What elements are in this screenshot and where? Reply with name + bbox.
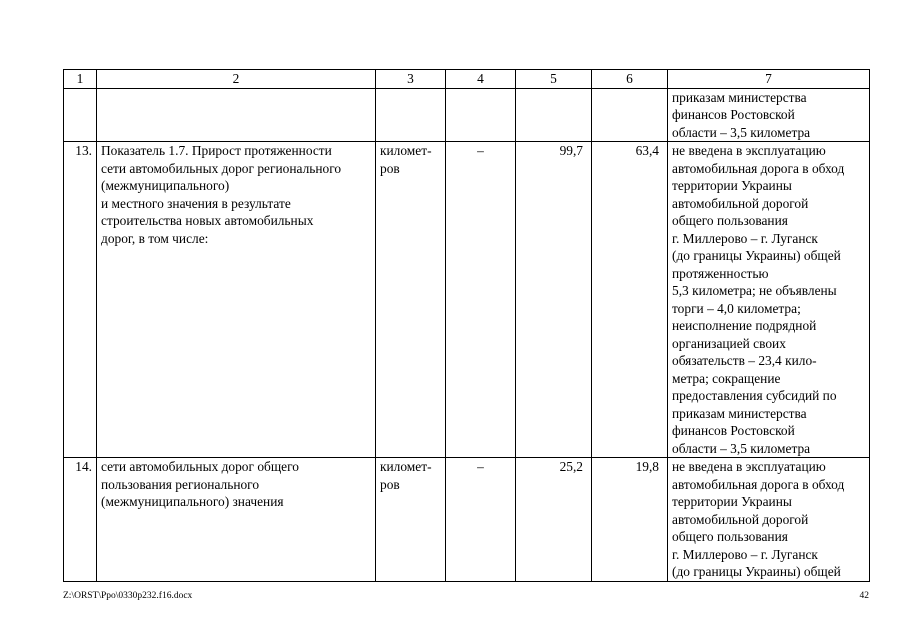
text-line: ров bbox=[380, 160, 400, 176]
text-line: 5,3 километра; не объявлены bbox=[672, 283, 837, 298]
header-cell-4: 4 bbox=[446, 70, 516, 89]
header-cell-5: 5 bbox=[516, 70, 592, 89]
text-line: предоставления субсидий по bbox=[672, 388, 837, 403]
plan-value: 99,7 bbox=[516, 142, 592, 458]
text-line: метра; сокращение bbox=[672, 370, 781, 386]
text-line: приказам министерства bbox=[672, 89, 807, 105]
text-line: сети автомобильных дорог регионального bbox=[101, 160, 342, 176]
header-cell-6: 6 bbox=[592, 70, 668, 89]
text-line: территории Украины bbox=[672, 178, 792, 193]
indicator-name bbox=[97, 142, 376, 458]
text-line: области – 3,5 километра bbox=[672, 440, 811, 456]
continuation-note bbox=[668, 88, 870, 142]
text-line: километ- bbox=[380, 459, 432, 474]
text-line: строительства новых автомобильных bbox=[101, 213, 314, 228]
text-line: организацией своих bbox=[672, 335, 786, 351]
text-line: сети автомобильных дорог общего bbox=[101, 459, 299, 474]
row-number: 14. bbox=[64, 458, 97, 582]
col4-cell: – bbox=[446, 458, 516, 582]
text-line: километ- bbox=[380, 143, 432, 158]
text-line: не введена в эксплуатацию bbox=[672, 459, 826, 474]
text-line: автомобильной дорогой bbox=[672, 511, 809, 527]
text-line: ров bbox=[380, 476, 400, 492]
plan-value: 25,2 bbox=[516, 458, 592, 582]
unit-cell bbox=[376, 458, 446, 582]
data-table bbox=[63, 69, 870, 582]
text-line: (межмуниципального) значения bbox=[101, 494, 284, 509]
header-cell-7: 7 bbox=[668, 70, 870, 89]
text-line: (межмуниципального) bbox=[101, 178, 230, 193]
actual-value: 63,4 bbox=[592, 142, 668, 458]
text-line: области – 3,5 километра bbox=[672, 124, 811, 140]
text-line: дорог, в том числе: bbox=[101, 230, 209, 246]
text-line: общего пользования bbox=[672, 213, 788, 228]
text-line: обязательств – 23,4 кило- bbox=[672, 353, 817, 368]
text-line: приказам министерства bbox=[672, 405, 807, 421]
text-line: не введена в эксплуатацию bbox=[672, 143, 826, 158]
text-line: протяженностью bbox=[672, 265, 769, 281]
reason-note bbox=[668, 458, 870, 582]
text-line: территории Украины bbox=[672, 494, 792, 509]
header-row bbox=[64, 70, 870, 89]
text-line: (до границы Украины) общей bbox=[672, 248, 841, 263]
table-row bbox=[64, 458, 870, 582]
text-line: г. Миллерово – г. Луганск bbox=[672, 230, 818, 246]
text-line: и местного значения в результате bbox=[101, 195, 291, 211]
actual-value: 19,8 bbox=[592, 458, 668, 582]
header-cell-2: 2 bbox=[97, 70, 376, 89]
page-number: 42 bbox=[859, 591, 869, 601]
text-line: автомобильная дорога в обход bbox=[672, 160, 845, 176]
text-line: финансов Ростовской bbox=[672, 107, 795, 122]
header-cell-1: 1 bbox=[64, 70, 97, 89]
text-line: г. Миллерово – г. Луганск bbox=[672, 546, 818, 562]
text-line: пользования регионального bbox=[101, 476, 260, 492]
text-line: финансов Ростовской bbox=[672, 423, 795, 438]
col4-cell: – bbox=[446, 142, 516, 458]
text-line: Показатель 1.7. Прирост протяженности bbox=[101, 143, 332, 158]
text-line: торги – 4,0 километра; bbox=[672, 300, 801, 316]
text-line: (до границы Украины) общей bbox=[672, 564, 841, 579]
text-line: автомобильной дорогой bbox=[672, 195, 809, 211]
continuation-row bbox=[64, 88, 870, 142]
unit-cell bbox=[376, 142, 446, 458]
header-cell-3: 3 bbox=[376, 70, 446, 89]
text-line: общего пользования bbox=[672, 529, 788, 544]
text-line: автомобильная дорога в обход bbox=[672, 476, 845, 492]
row-number: 13. bbox=[64, 142, 97, 458]
file-path: Z:\ORST\Ppo\0330p232.f16.docx bbox=[63, 591, 193, 601]
reason-note bbox=[668, 142, 870, 458]
table-row bbox=[64, 142, 870, 458]
text-line: неисполнение подрядной bbox=[672, 318, 817, 333]
indicator-name bbox=[97, 458, 376, 582]
